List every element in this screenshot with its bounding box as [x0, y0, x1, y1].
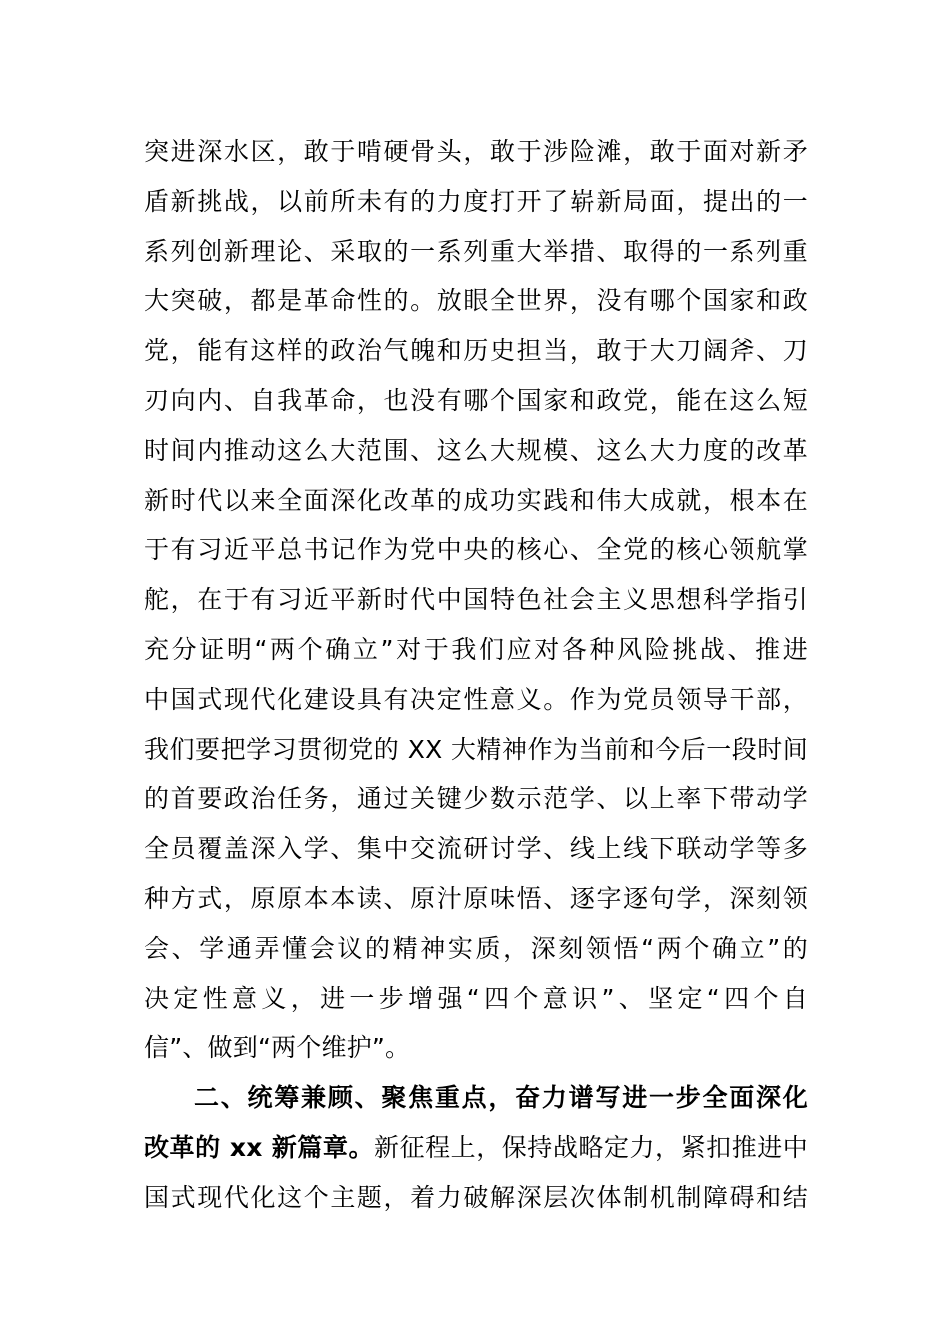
text-line: 突进深水区，敢于啃硬骨头，敢于涉险滩，敢于面对新矛: [144, 137, 808, 166]
document-body: [144, 127, 808, 1223]
text-line: 系列创新理论、采取的一系列重大举措、取得的一系列重: [144, 236, 808, 266]
text-line: 大突破，都是革命性的。放眼全世界，没有哪个国家和政: [144, 286, 808, 316]
text-line: 中国式现代化建设具有决定性意义。作为党员领导干部，: [144, 684, 808, 714]
text-line: 时间内推动这么大范围、这么大规模、这么大力度的改革: [144, 435, 808, 465]
text-line: [144, 1123, 808, 1173]
section-heading: 二、统筹兼顾、聚焦重点，奋力谱写进一步全面深化: [194, 1083, 808, 1113]
text-line: 我们要把学习贯彻党的 XX 大精神作为当前和今后一段时间: [144, 734, 808, 764]
text-line: 会、学通弄懂会议的精神实质，深刻领悟“两个确立”的: [144, 933, 808, 963]
text-line: 党，能有这样的政治气魄和历史担当，敢于大刀阔斧、刀: [144, 336, 808, 366]
text-line: 国式现代化这个主题，着力破解深层次体制机制障碍和结: [144, 1182, 808, 1212]
text-line: 种方式，原原本本读、原汁原味悟、逐字逐句学，深刻领: [144, 883, 808, 913]
text-line: 舵，在于有习近平新时代中国特色社会主义思想科学指引: [144, 585, 808, 615]
text-line: 信”、做到“两个维护”。: [144, 1033, 411, 1063]
text-line: 全员覆盖深入学、集中交流研讨学、线上线下联动学等多: [144, 834, 808, 864]
text-line: 盾新挑战，以前所未有的力度打开了崭新局面，提出的一: [144, 186, 808, 216]
section-heading-continued: 改革的 xx 新篇章。: [144, 1132, 375, 1162]
text-line: 决定性意义，进一步增强“四个意识”、坚定“四个自: [144, 983, 808, 1013]
text-line: 的首要政治任务，通过关键少数示范学、以上率下带动学: [144, 784, 808, 814]
text-line: 新时代以来全面深化改革的成功实践和伟大成就，根本在: [144, 485, 808, 515]
text-line: 刃向内、自我革命，也没有哪个国家和政党，能在这么短: [144, 385, 808, 415]
text-line: 于有习近平总书记作为党中央的核心、全党的核心领航掌: [144, 535, 808, 565]
text-line: 充分证明“两个确立”对于我们应对各种风险挑战、推进: [144, 634, 808, 664]
body-text: 新征程上，保持战略定力，紧扣推进中: [374, 1132, 808, 1162]
